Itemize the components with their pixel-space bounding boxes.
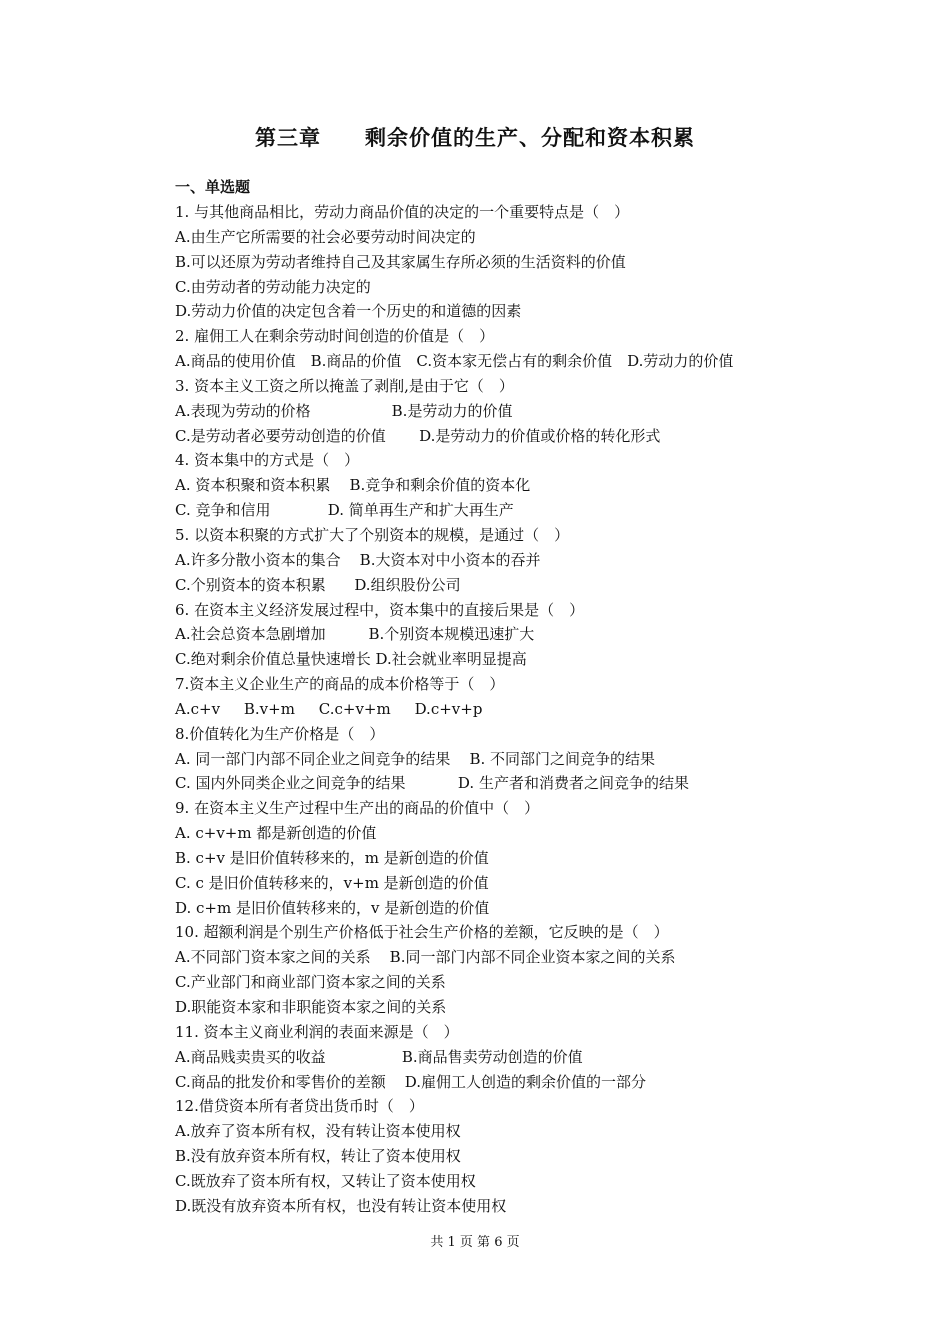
option-line: A.不同部门资本家之间的关系 B.同一部门内部不同企业资本家之间的关系 (175, 948, 676, 967)
option-line: C.绝对剩余价值总量快速增长 D.社会就业率明显提高 (175, 650, 527, 669)
question-11: 11. 资本主义商业利润的表面来源是（ ） (175, 1022, 459, 1041)
question-8: 8.价值转化为生产价格是（ ） (175, 724, 385, 743)
option-line: C.产业部门和商业部门资本家之间的关系 (175, 973, 446, 992)
document-body (175, 175, 875, 1219)
section-heading: 一、单选题 (175, 178, 251, 196)
option-line: D. c+m 是旧价值转移来的，v 是新创造的价值 (175, 898, 490, 917)
option-line: B.没有放弃资本所有权，转让了资本使用权 (175, 1147, 461, 1166)
question-7: 7.资本主义企业生产的商品的成本价格等于（ ） (175, 675, 505, 694)
page-footer: 共 1 页 第 6 页 (430, 1235, 520, 1250)
option-line: C.个别资本的资本积累 D.组织股份公司 (175, 575, 461, 594)
option-line: C. 竞争和信用 D. 简单再生产和扩大再生产 (175, 501, 514, 520)
option-line: A.商品贱卖贵买的收益 B.商品售卖劳动创造的价值 (175, 1047, 583, 1066)
option-line: A. c+v+m 都是新创造的价值 (175, 824, 377, 843)
option-line: A.许多分散小资本的集合 B.大资本对中小资本的吞并 (175, 550, 541, 569)
option-line: A. 资本积聚和资本积累 B.竞争和剩余价值的资本化 (175, 476, 531, 495)
option-line: C. 国内外同类企业之间竞争的结果 D. 生产者和消费者之间竞争的结果 (175, 774, 689, 793)
question-12: 12.借贷资本所有者贷出货币时（ ） (175, 1097, 424, 1116)
option-line: D.职能资本家和非职能资本家之间的关系 (175, 998, 447, 1016)
option-line: C.是劳动者必要劳动创造的价值 D.是劳动力的价值或价格的转化形式 (175, 426, 661, 445)
option-line: A.社会总资本急剧增加 B.个别资本规模迅速扩大 (175, 625, 535, 644)
question-9: 9. 在资本主义生产过程中生产出的商品的价值中（ ） (175, 799, 540, 818)
option-line: D.劳动力价值的决定包含着一个历史的和道德的因素 (175, 302, 522, 321)
option-line: C.商品的批发价和零售价的差额 D.雇佣工人创造的剩余价值的一部分 (175, 1072, 647, 1091)
option-line: A.表现为劳动的价格 B.是劳动力的价值 (175, 401, 513, 420)
option-line: B.可以还原为劳动者维持自己及其家属生存所必须的生活资料的价值 (175, 252, 626, 271)
question-6: 6. 在资本主义经济发展过程中，资本集中的直接后果是（ ） (175, 600, 585, 619)
page-title: 第三章 剩余价值的生产、分配和资本积累 (255, 126, 695, 150)
option-line: A.c+v B.v+m C.c+v+m D.c+v+p (175, 699, 483, 718)
question-5: 5. 以资本积聚的方式扩大了个别资本的规模，是通过（ ） (175, 525, 570, 544)
option-line: C. c 是旧价值转移来的，v+m 是新创造的价值 (175, 873, 489, 892)
option-line: A. 同一部门内部不同企业之间竞争的结果 B. 不同部门之间竞争的结果 (175, 749, 656, 768)
question-2: 2. 雇佣工人在剩余劳动时间创造的价值是（ ） (175, 327, 495, 346)
question-4: 4. 资本集中的方式是（ ） (175, 451, 360, 470)
option-line: C.由劳动者的劳动能力决定的 (175, 277, 371, 296)
question-3: 3. 资本主义工资之所以掩盖了剥削,是由于它（ ） (175, 376, 514, 395)
question-1: 1. 与其他商品相比，劳动力商品价值的决定的一个重要特点是（ ） (175, 203, 630, 221)
question-10: 10. 超额利润是个别生产价格低于社会生产价格的差额，它反映的是（ ） (175, 923, 669, 942)
option-line: A.由生产它所需要的社会必要劳动时间决定的 (175, 227, 476, 246)
option-line: B. c+v 是旧价值转移来的，m 是新创造的价值 (175, 848, 489, 867)
option-line: A.商品的使用价值 B.商品的价值 C.资本家无偿占有的剩余价值 D.劳动力的价值 (175, 352, 734, 371)
option-line: C.既放弃了资本所有权，又转让了资本使用权 (175, 1171, 476, 1190)
option-line: A.放弃了资本所有权，没有转让资本使用权 (175, 1122, 461, 1141)
option-line: D.既没有放弃资本所有权，也没有转让资本使用权 (175, 1196, 507, 1215)
